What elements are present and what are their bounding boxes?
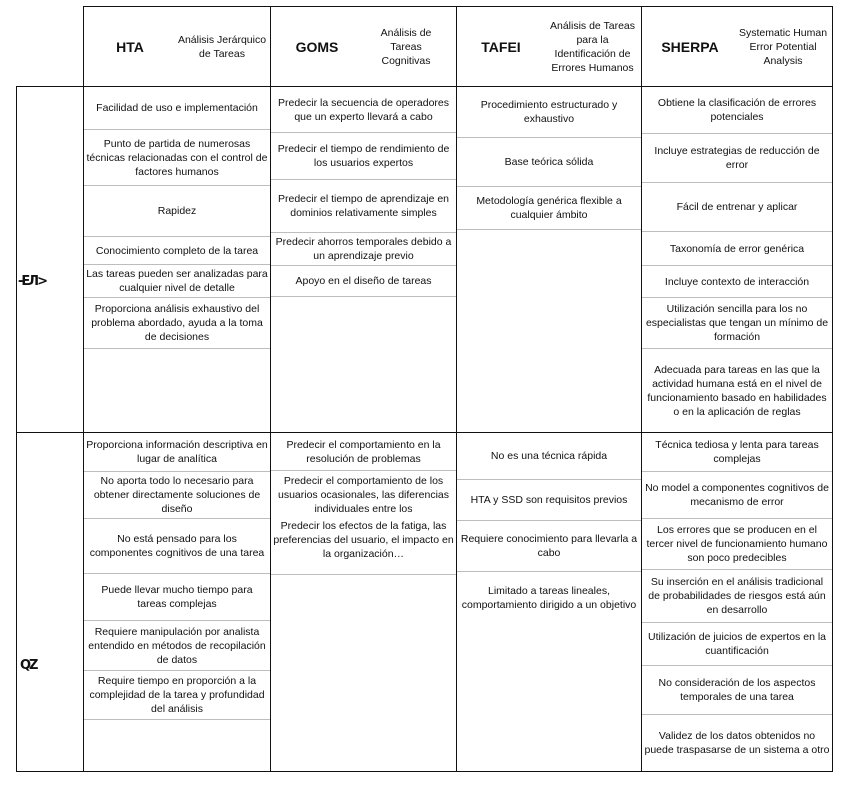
row-label-desventajas: QZ (20, 658, 37, 673)
list-item: Metodología genérica flexible a cualquier ámbito (476, 195, 622, 221)
list-item: Incluye estrategias de reducción de error (654, 145, 820, 171)
list-item: No model a componentes cognitivos de mecanismo de error (645, 482, 829, 508)
header-tafei-desc: Análisis de Tareas para la Identificación de Errores Humanos (549, 19, 636, 74)
list-item: Base teórica sólida (504, 156, 594, 168)
list-item: No es una técnica rápida (490, 450, 608, 462)
list-item: Validez de los datos obtenidos no puede traspasarse de un sistema a otro (644, 730, 830, 756)
list-item: Las tareas pueden ser analizadas para cualquier nivel de detalle (86, 268, 268, 294)
list-item: Require tiempo en proporción a la complejidad de la tarea y profundidad del análisis (89, 675, 265, 715)
header-goms: GOMS (295, 38, 339, 55)
list-item: Su inserción en el análisis tradicional de probabilidades de riesgos está aún en desarrollo (648, 576, 826, 616)
header-sherpa-desc: Systematic Human Error Potential Analysis (738, 26, 828, 67)
list-item: Facilidad de uso e implementación (96, 102, 258, 114)
row-separator (84, 719, 270, 720)
list-item: Fácil de entrenar y aplicar (676, 201, 798, 213)
list-item: Predecir el comportamiento en la resolución de problemas (286, 438, 441, 465)
list-item: Utilización de juicios de expertos en la cuantificación (647, 631, 826, 657)
list-item: No está pensado para los componentes cognitivos de una tarea (89, 533, 265, 559)
list-item: Predecir el comportamiento de los usuarios ocasionales, las diferencias individuales entre los (277, 475, 449, 515)
row-separator (84, 348, 270, 349)
list-item: Técnica tediosa y lenta para tareas complejas (655, 439, 819, 465)
row-separator (271, 296, 456, 297)
list-item: No aporta todo lo necesario para obtener directamente soluciones de diseño (93, 475, 261, 515)
comparison-table (16, 6, 838, 772)
list-item: Proporciona análisis exhaustivo del problema abordado, ayuda a la toma de decisiones (91, 303, 263, 343)
list-item: Utilización sencilla para los no especialistas que tengan un mínimo de formación (645, 303, 829, 343)
list-item: HTA y SSD son requisitos previos (470, 494, 628, 506)
list-item: Apoyo en el diseño de tareas (295, 275, 432, 287)
header-tafei: TAFEI (481, 38, 521, 55)
list-item: Requiere manipulación por analista entendido en métodos de recopilación de datos (88, 625, 266, 666)
list-item: Los errores que se producen en el tercer nivel de funcionamiento humano son poco predecibles (646, 524, 828, 564)
list-item: Predecir los efectos de la fatiga, las preferencias del usuario, el impacto en la organización… (273, 520, 454, 560)
list-item: Limitado a tareas lineales, comportamiento dirigido a un objetivo (461, 585, 637, 611)
table-border-bottom (16, 771, 833, 772)
list-item: Predecir el tiempo de rendimiento de los usuarios expertos (277, 143, 450, 169)
list-item: Adecuada para tareas en las que la actividad humana está en el nivel de funcionamiento basado en habilidades o en la aplicación de reglas (647, 363, 827, 418)
list-item: Punto de partida de numerosas técnicas relacionadas con el control de factores humanos (86, 137, 268, 178)
list-item: Proporciona información descriptiva en lugar de analítica (86, 439, 268, 465)
row-separator (457, 229, 641, 230)
list-item: Rapidez (157, 205, 197, 217)
list-item: Incluye contexto de interacción (664, 275, 810, 288)
list-item: Predecir la secuencia de operadores que un experto llevará a cabo (277, 96, 450, 123)
list-item: Predecir ahorros temporales debido a un aprendizaje previo (275, 236, 452, 262)
header-goms-desc: Análisis de Tareas Cognitivas (380, 26, 432, 67)
list-item: Predecir el tiempo de aprendizaje en dominios relativamente simples (277, 193, 450, 219)
table-border-left (16, 86, 17, 772)
header-hta: HTA (116, 38, 144, 55)
row-label-ventajas: -ЕЛ> (18, 274, 46, 289)
list-item: Taxonomía de error genérica (669, 242, 805, 255)
list-item: Puede llevar mucho tiempo para tareas complejas (101, 584, 253, 610)
header-sherpa: SHERPA (661, 38, 719, 55)
list-item: Conocimiento completo de la tarea (95, 244, 259, 257)
list-item: No consideración de los aspectos temporales de una tarea (658, 677, 816, 703)
list-item: Obtiene la clasificación de errores potenciales (657, 97, 817, 123)
list-item: Procedimiento estructurado y exhaustivo (480, 99, 618, 125)
list-item: Requiere conocimiento para llevarla a cabo (460, 533, 638, 559)
row-separator (271, 574, 456, 575)
table-border-right (832, 6, 833, 772)
header-hta-desc: Análisis Jerárquico de Tareas (177, 33, 267, 60)
